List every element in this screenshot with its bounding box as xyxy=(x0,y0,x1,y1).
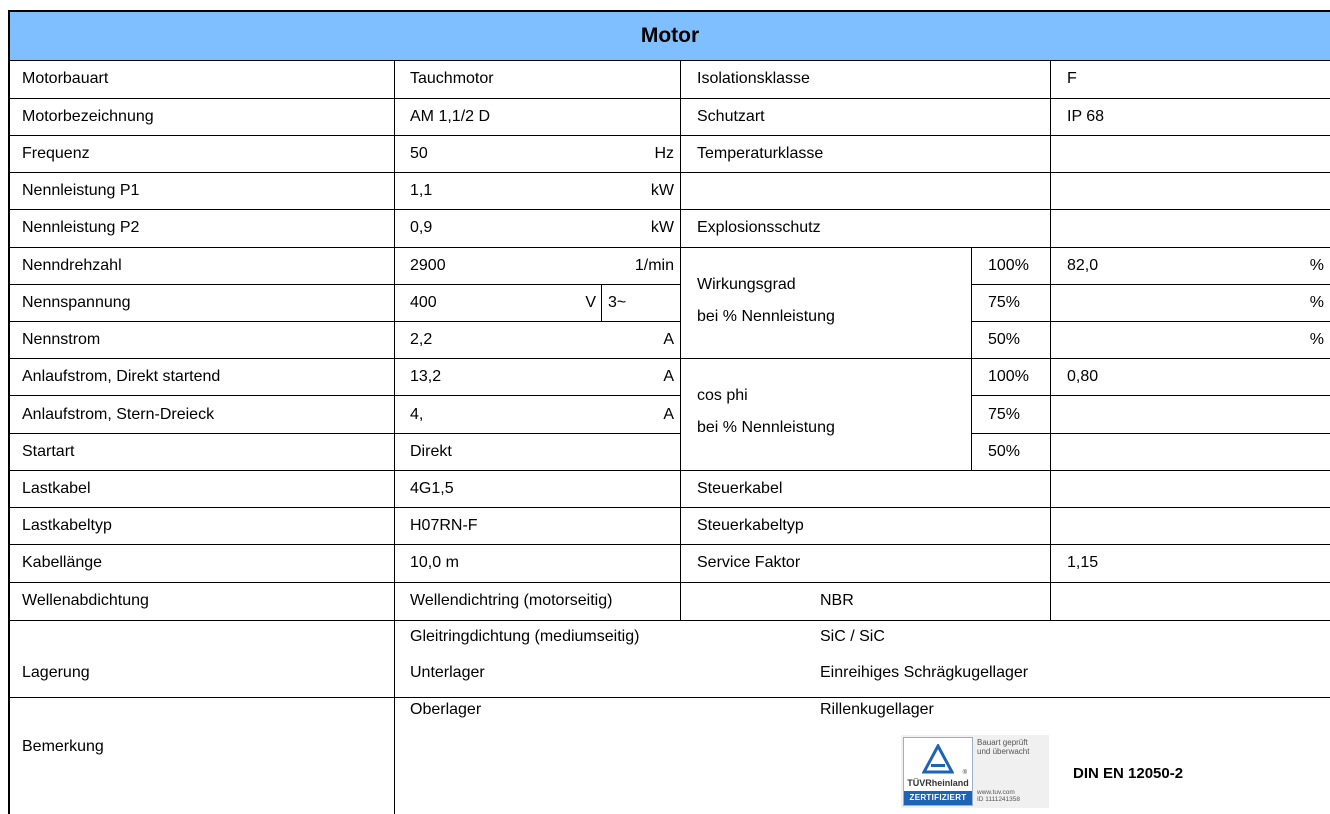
column-divider xyxy=(8,10,10,814)
label-cos-phi-sub: bei % Nennleistung xyxy=(697,419,835,436)
standard-din: DIN EN 12050-2 xyxy=(1073,765,1184,782)
label-isolationsklasse: Isolationsklasse xyxy=(697,70,810,87)
label-service-faktor: Service Faktor xyxy=(697,554,801,571)
row-divider xyxy=(8,247,1330,248)
tuv-id: ID 1111241358 xyxy=(977,796,1021,803)
bearing-type-1: Einreihiges Schrägkugellager xyxy=(820,664,1029,681)
label-steuerkabel: Steuerkabel xyxy=(697,480,783,497)
label-motorbauart: Motorbauart xyxy=(22,70,109,87)
tuv-side-line-2: und überwacht xyxy=(977,747,1030,756)
label-frequenz: Frequenz xyxy=(22,145,90,162)
row-divider xyxy=(971,395,1330,396)
label-wellenabdichtung: Wellenabdichtung xyxy=(22,592,149,609)
row-divider xyxy=(8,135,1330,136)
value-wirkungsgrad-100: 82,0 xyxy=(1067,257,1099,274)
column-divider xyxy=(680,60,681,620)
seal-material-1: NBR xyxy=(820,592,854,609)
tuv-certificate-logo xyxy=(901,735,1049,808)
row-divider xyxy=(8,98,1330,99)
value-lastkabel: 4G1,5 xyxy=(410,480,454,497)
tuv-brand-text: TÜVRheinland xyxy=(907,778,969,788)
value-cosphi-100: 0,80 xyxy=(1067,368,1099,385)
label-explosionsschutz: Explosionsschutz xyxy=(697,219,821,236)
tuv-side-text xyxy=(977,738,1029,756)
label-nennleistung-p2: Nennleistung P2 xyxy=(22,219,140,236)
value-phase: 3~ xyxy=(608,294,627,311)
value-nennspannung: 400 xyxy=(410,294,437,311)
value-nennstrom: 2,2 xyxy=(410,331,433,348)
label-bemerkung: Bemerkung xyxy=(22,738,104,755)
unit-nenndrehzahl: 1/min xyxy=(634,257,674,274)
bearing-name-1: Unterlager xyxy=(410,664,485,681)
unit-nennleistung-p1: kW xyxy=(650,182,674,199)
row-divider xyxy=(971,321,1330,322)
pct-cosphi-75: 75% xyxy=(988,406,1021,423)
label-lagerung: Lagerung xyxy=(22,664,90,681)
row-divider xyxy=(8,620,1330,621)
unit-wirkungsgrad-75: % xyxy=(1309,294,1324,311)
row-divider xyxy=(8,582,1330,583)
label-anlaufstrom-stern-dreieck: Anlaufstrom, Stern-Dreieck xyxy=(22,406,215,423)
tuv-web: www.tuv.com xyxy=(977,789,1015,796)
unit-frequenz: Hz xyxy=(654,145,674,162)
column-divider xyxy=(394,60,395,814)
row-divider xyxy=(8,433,680,434)
value-frequenz: 50 xyxy=(410,145,428,162)
row-divider xyxy=(8,697,1330,698)
row-divider xyxy=(8,395,680,396)
unit-nennleistung-p2: kW xyxy=(650,219,674,236)
value-motorbezeichnung: AM 1,1/2 D xyxy=(410,108,491,125)
pct-wirkungsgrad-75: 75% xyxy=(988,294,1021,311)
value-nennleistung-p1: 1,1 xyxy=(410,182,433,199)
section-title: Motor xyxy=(8,10,1330,60)
column-divider xyxy=(601,284,602,321)
bearing-name-2: Oberlager xyxy=(410,701,482,718)
row-divider xyxy=(8,321,680,322)
label-kabellaenge: Kabellänge xyxy=(22,554,103,571)
column-divider xyxy=(1050,60,1051,620)
row-divider xyxy=(8,172,1330,173)
label-lastkabel: Lastkabel xyxy=(22,480,91,497)
tuv-logo-box xyxy=(903,737,973,806)
unit-anlaufstrom-direkt: A xyxy=(663,368,674,385)
label-wirkungsgrad-sub: bei % Nennleistung xyxy=(697,308,835,325)
value-anlaufstrom-direkt: 13,2 xyxy=(410,368,442,385)
unit-wirkungsgrad-100: % xyxy=(1309,257,1324,274)
seal-name-2: Gleitringdichtung (mediumseitig) xyxy=(410,628,640,645)
pct-wirkungsgrad-50: 50% xyxy=(988,331,1021,348)
unit-nennstrom: A xyxy=(663,331,674,348)
label-steuerkabeltyp: Steuerkabeltyp xyxy=(697,517,804,534)
registered-mark: ® xyxy=(962,770,967,776)
tuv-triangle-icon xyxy=(922,744,954,774)
value-nennleistung-p2: 0,9 xyxy=(410,219,433,236)
value-lastkabeltyp: H07RN-F xyxy=(410,517,478,534)
label-wirkungsgrad: Wirkungsgrad xyxy=(697,276,796,293)
label-nennstrom: Nennstrom xyxy=(22,331,101,348)
row-divider xyxy=(8,507,1330,508)
tuv-web-text xyxy=(977,789,1020,803)
row-divider xyxy=(8,60,1330,61)
value-kabellaenge: 10,0 m xyxy=(410,554,459,571)
label-nennleistung-p1: Nennleistung P1 xyxy=(22,182,140,199)
tuv-badge-text: ZERTIFIZIERT xyxy=(904,791,972,805)
tuv-side-line-1: Bauart geprüft xyxy=(977,738,1028,747)
pct-wirkungsgrad-100: 100% xyxy=(988,257,1029,274)
unit-wirkungsgrad-50: % xyxy=(1309,331,1324,348)
value-startart: Direkt xyxy=(410,443,452,460)
column-divider xyxy=(971,247,972,470)
label-schutzart: Schutzart xyxy=(697,108,765,125)
row-divider xyxy=(971,433,1330,434)
value-anlaufstrom-stern-dreieck: 4, xyxy=(410,406,424,423)
seal-material-2: SiC / SiC xyxy=(820,628,885,645)
row-divider xyxy=(8,470,1330,471)
label-nennspannung: Nennspannung xyxy=(22,294,131,311)
label-temperaturklasse: Temperaturklasse xyxy=(697,145,824,162)
label-startart: Startart xyxy=(22,443,75,460)
label-anlaufstrom-direkt: Anlaufstrom, Direkt startend xyxy=(22,368,221,385)
row-divider xyxy=(8,358,1330,359)
value-motorbauart: Tauchmotor xyxy=(410,70,494,87)
row-divider xyxy=(8,544,1330,545)
label-lastkabeltyp: Lastkabeltyp xyxy=(22,517,112,534)
unit-anlaufstrom-stern-dreieck: A xyxy=(663,406,674,423)
value-isolationsklasse: F xyxy=(1067,70,1077,87)
unit-nennspannung: V xyxy=(585,294,596,311)
label-cos-phi: cos phi xyxy=(697,387,748,404)
value-service-faktor: 1,15 xyxy=(1067,554,1099,571)
row-divider xyxy=(8,209,1330,210)
seal-name-1: Wellendichtring (motorseitig) xyxy=(410,592,613,609)
row-divider xyxy=(971,284,1330,285)
pct-cosphi-50: 50% xyxy=(988,443,1021,460)
label-nenndrehzahl: Nenndrehzahl xyxy=(22,257,122,274)
value-schutzart: IP 68 xyxy=(1067,108,1105,125)
row-divider xyxy=(8,284,680,285)
pct-cosphi-100: 100% xyxy=(988,368,1029,385)
value-nenndrehzahl: 2900 xyxy=(410,257,446,274)
label-motorbezeichnung: Motorbezeichnung xyxy=(22,108,154,125)
bearing-type-2: Rillenkugellager xyxy=(820,701,934,718)
